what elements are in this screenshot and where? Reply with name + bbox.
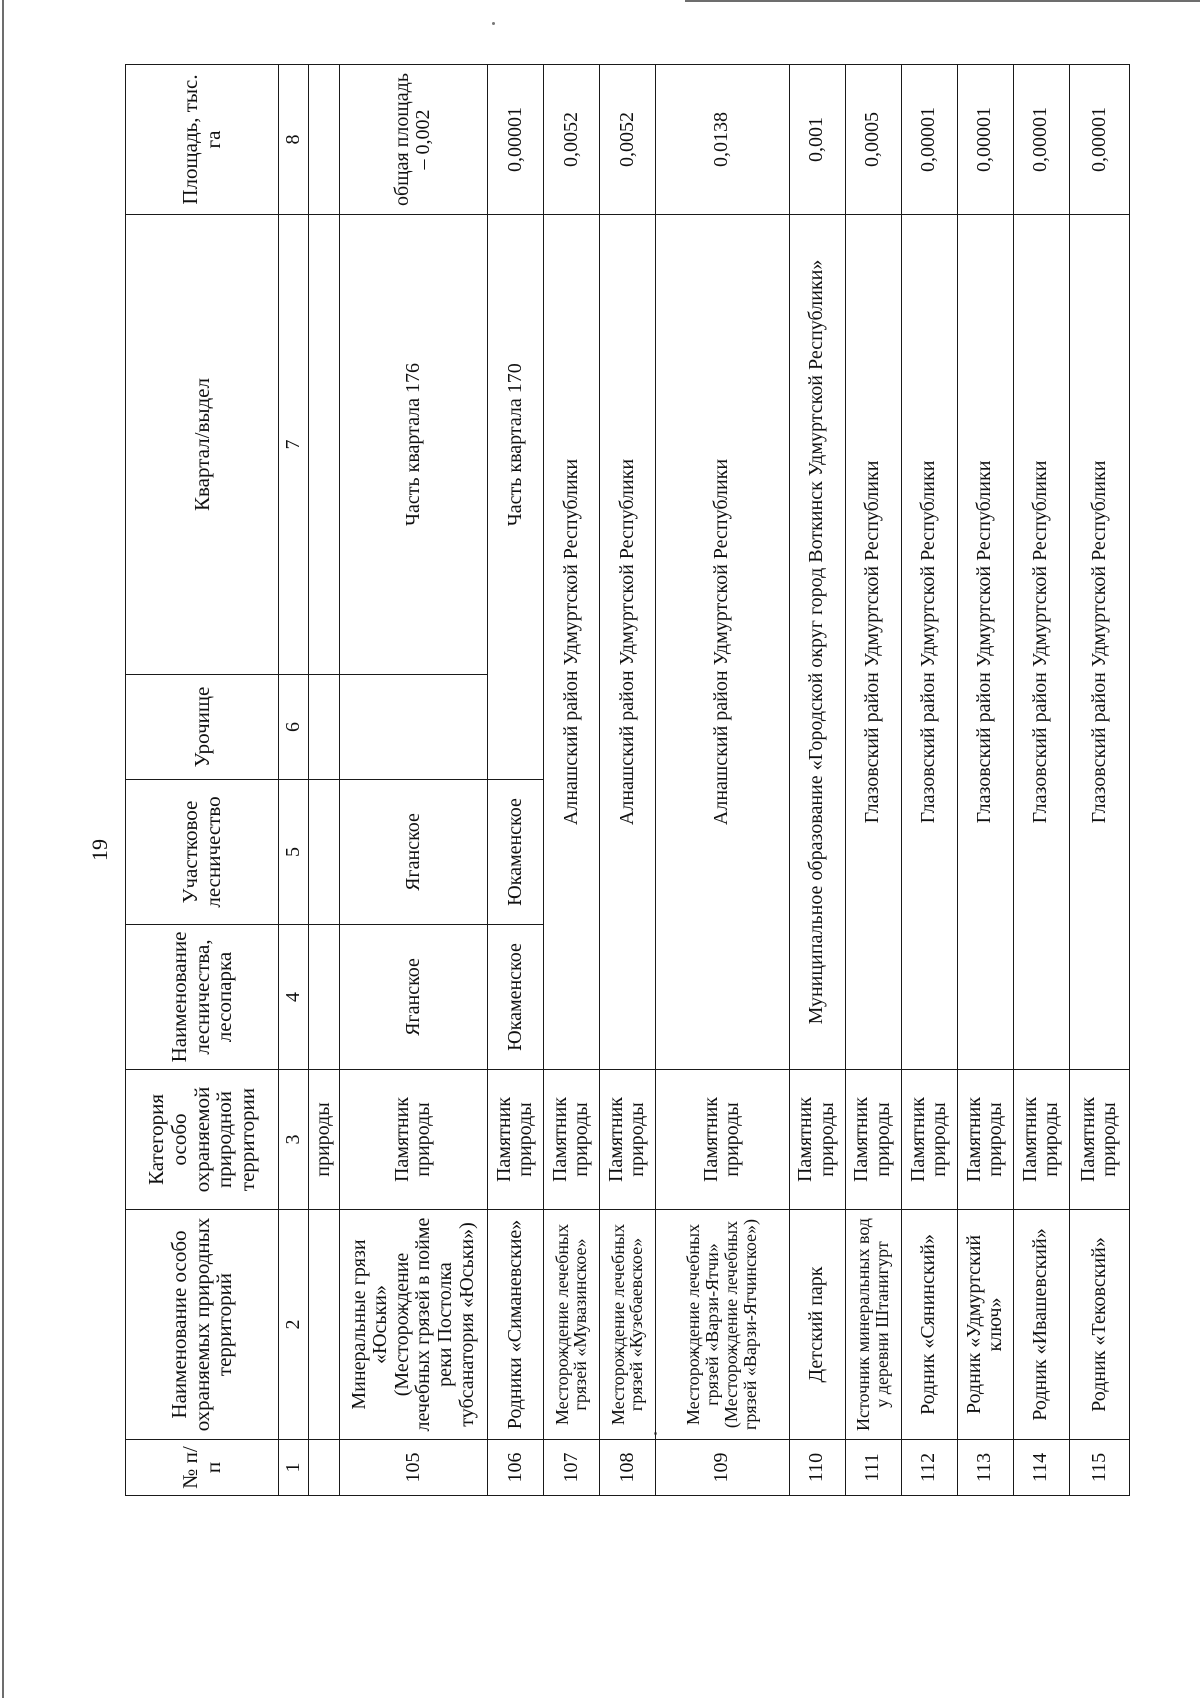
quarter: Часть квартала 170	[487, 215, 543, 675]
location: Алнашский район Удмуртской Республики	[599, 215, 655, 1070]
category-continuation: природы	[309, 1070, 340, 1210]
location: Муниципальное образование «Городской округ город Воткинск Удмуртской Республики»	[789, 215, 845, 1070]
column-number: 8	[278, 65, 309, 215]
area-category: Памятник природы	[901, 1070, 957, 1210]
row-number: 113	[957, 1440, 1013, 1496]
area-value: 0,00001	[487, 65, 543, 215]
column-number: 1	[278, 1440, 309, 1496]
header-cell-area: Площадь, тыс. га	[126, 65, 279, 215]
location: Глазовский район Удмуртской Республики	[845, 215, 901, 1070]
area-name: Месторождение лечебных грязей «Мувазинское»	[543, 1210, 599, 1440]
area-name: Месторождение лечебных грязей «Кузебаевское»	[599, 1210, 655, 1440]
area-name: Месторождение лечебных грязей «Варзи-Ятчи» (Месторождение лечебных грязей «Варзи-Ятчинское»)	[655, 1210, 789, 1440]
area-name: Родник «Тековский»	[1069, 1210, 1129, 1440]
area-category: Памятник природы	[1069, 1070, 1129, 1210]
tract	[340, 675, 488, 780]
row-number: 111	[845, 1440, 901, 1496]
table-row	[599, 65, 655, 1496]
row-number: 106	[487, 1440, 543, 1496]
row-number: 107	[543, 1440, 599, 1496]
area-name: Детский парк	[789, 1210, 845, 1440]
forestry-name: Яганское	[340, 925, 488, 1070]
table-row	[543, 65, 599, 1496]
area-value: 0,001	[789, 65, 845, 215]
column-number-row	[278, 65, 309, 1496]
location: Глазовский район Удмуртской Республики	[1069, 215, 1129, 1070]
location: Глазовский район Удмуртской Республики	[957, 215, 1013, 1070]
table-row	[340, 65, 488, 1496]
header-cell-num: № п/п	[126, 1440, 279, 1496]
area-name: Родник «Удмуртский ключ»	[957, 1210, 1013, 1440]
scan-edge-left	[2, 0, 4, 1698]
header-cell-forestry: Наименование лесничества, лесопарка	[126, 925, 279, 1070]
area-name: Родник «Ивашевский»	[1013, 1210, 1069, 1440]
district-forestry: Юкаменское	[487, 780, 543, 925]
area-name: Родники «Симаневские»	[487, 1210, 543, 1440]
area-name: Родник «Сянинский»	[901, 1210, 957, 1440]
row-number: 112	[901, 1440, 957, 1496]
area-category: Памятник природы	[543, 1070, 599, 1210]
quarter: Часть квартала 176	[340, 215, 488, 675]
area-value: 0,00001	[1069, 65, 1129, 215]
tract	[487, 675, 543, 780]
area-category: Памятник природы	[655, 1070, 789, 1210]
header-cell-district: Участковое лесничество	[126, 780, 279, 925]
header-cell-category: Категория особо охраняемой природной территории	[126, 1070, 279, 1210]
area-category: Памятник природы	[789, 1070, 845, 1210]
table-row	[957, 65, 1013, 1496]
protected-areas-table-grid	[125, 64, 1130, 1496]
area-name: Источник минеральных вод у деревни Штанигурт	[845, 1210, 901, 1440]
area-category: Памятник природы	[599, 1070, 655, 1210]
location: Алнашский район Удмуртской Республики	[543, 215, 599, 1070]
row-number: 109	[655, 1440, 789, 1496]
location: Глазовский район Удмуртской Республики	[901, 215, 957, 1070]
column-number: 3	[278, 1070, 309, 1210]
scan-speck	[492, 22, 495, 25]
table-row	[487, 65, 543, 1496]
area-value: 0,00001	[957, 65, 1013, 215]
header-cell-name: Наименование особо охраняемых природных территорий	[126, 1210, 279, 1440]
area-value: 0,00001	[1013, 65, 1069, 215]
table-row	[901, 65, 957, 1496]
row-number: 110	[789, 1440, 845, 1496]
row-number: 108	[599, 1440, 655, 1496]
table-row	[789, 65, 845, 1496]
area-category: Памятник природы	[340, 1070, 488, 1210]
table-row	[655, 65, 789, 1496]
area-value: 0,00001	[901, 65, 957, 215]
column-number: 6	[278, 675, 309, 780]
header-row	[126, 65, 279, 1496]
table-row	[1013, 65, 1069, 1496]
column-number: 4	[278, 925, 309, 1070]
row-number: 114	[1013, 1440, 1069, 1496]
area-value: 0,0052	[599, 65, 655, 215]
column-number: 5	[278, 780, 309, 925]
forestry-name: Юкаменское	[487, 925, 543, 1070]
header-cell-quarter: Квартал/выдел	[126, 215, 279, 675]
area-value: 0,0005	[845, 65, 901, 215]
area-category: Памятник природы	[957, 1070, 1013, 1210]
row-number: 105	[340, 1440, 488, 1496]
area-name: Минеральные грязи «Юськи» (Месторождение лечебных грязей в пойме реки Постолка тубсанатория «Юськи»)	[340, 1210, 488, 1440]
location: Глазовский район Удмуртской Республики	[1013, 215, 1069, 1070]
page-number: 19	[87, 839, 112, 861]
column-number: 7	[278, 215, 309, 675]
table-row	[1069, 65, 1129, 1496]
protected-areas-table	[125, 65, 1130, 1496]
area-category: Памятник природы	[1013, 1070, 1069, 1210]
scan-edge-top	[685, 0, 1200, 2]
area-value: 0,0138	[655, 65, 789, 215]
table-row	[845, 65, 901, 1496]
area-value: 0,0052	[543, 65, 599, 215]
area-category: Памятник природы	[845, 1070, 901, 1210]
row-number: 115	[1069, 1440, 1129, 1496]
area-category: Памятник природы	[487, 1070, 543, 1210]
header-cell-tract: Урочище	[126, 675, 279, 780]
location: Алнашский район Удмуртской Республики	[655, 215, 789, 1070]
district-forestry: Яганское	[340, 780, 488, 925]
area-value: общая площадь – 0,002	[340, 65, 488, 215]
column-number: 2	[278, 1210, 309, 1440]
continuation-row	[309, 65, 340, 1496]
